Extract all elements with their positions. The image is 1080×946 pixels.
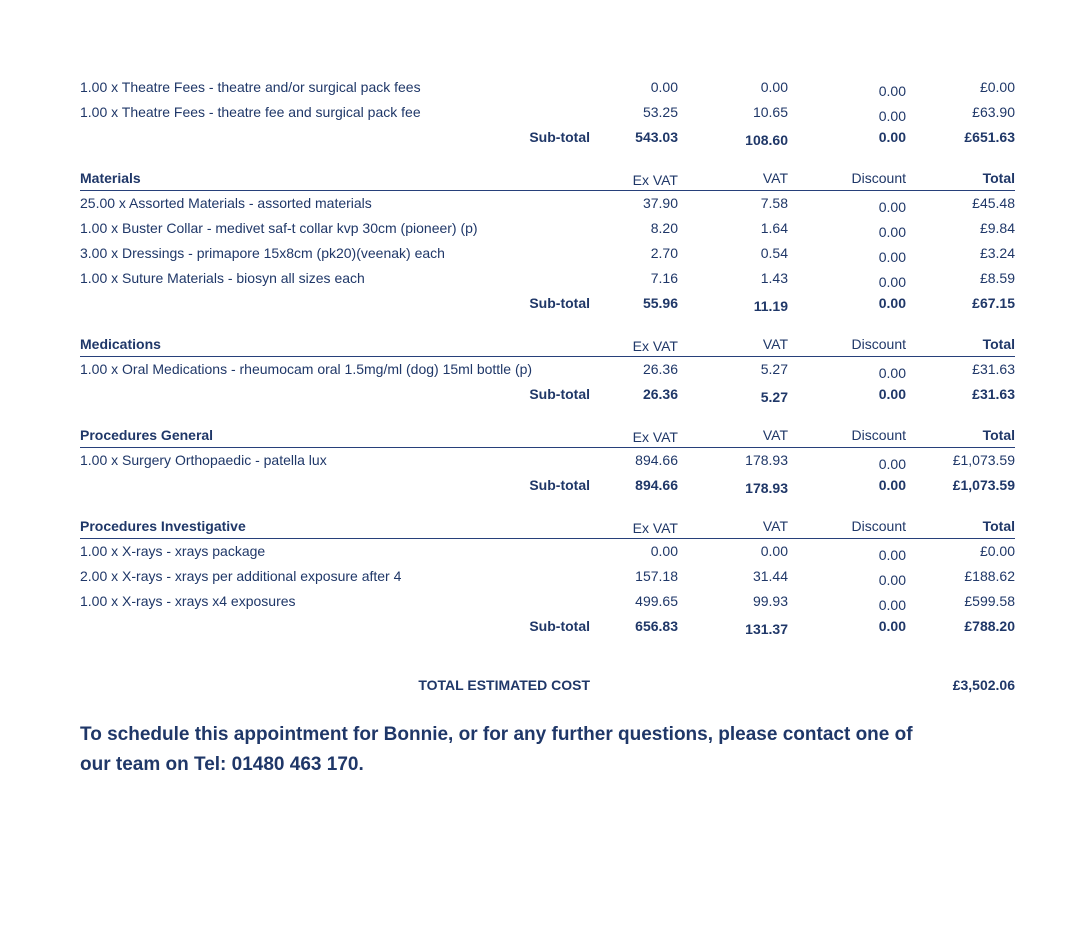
subtotal-discount: 0.00 xyxy=(878,618,906,634)
item-row xyxy=(80,216,1015,241)
item-row xyxy=(80,448,1015,473)
col-header-total: Total xyxy=(982,427,1015,443)
subtotal-ex-vat: 656.83 xyxy=(635,618,678,634)
subtotal-row xyxy=(80,614,1015,639)
col-header-vat: VAT xyxy=(762,427,788,443)
vat-value: 99.93 xyxy=(752,593,788,609)
subtotal-discount: 0.00 xyxy=(878,295,906,311)
discount-value: 0.00 xyxy=(878,597,906,613)
total-value: £1,073.59 xyxy=(952,452,1015,468)
item-description: 1.00 x X-rays - xrays x4 exposures xyxy=(80,593,296,609)
subtotal-discount: 0.00 xyxy=(878,386,906,402)
subtotal-vat: 131.37 xyxy=(745,621,788,637)
ex-vat-value: 37.90 xyxy=(642,195,678,211)
subtotal-label: Sub-total xyxy=(529,295,590,311)
total-value: £31.63 xyxy=(972,361,1015,377)
vat-value: 1.64 xyxy=(760,220,788,236)
col-header-discount: Discount xyxy=(851,518,906,534)
subtotal-ex-vat: 55.96 xyxy=(642,295,678,311)
total-value: £63.90 xyxy=(972,104,1015,120)
vat-value: 0.54 xyxy=(760,245,788,261)
section-header-row xyxy=(80,166,1015,191)
col-header-total: Total xyxy=(982,170,1015,186)
section-theatre-fees-continued xyxy=(80,75,1015,150)
vat-value: 7.58 xyxy=(760,195,788,211)
estimate-table xyxy=(80,75,1015,698)
col-header-ex-vat: Ex VAT xyxy=(632,338,678,354)
col-header-ex-vat: Ex VAT xyxy=(632,172,678,188)
subtotal-vat: 11.19 xyxy=(753,298,788,314)
item-description: 25.00 x Assorted Materials - assorted materials xyxy=(80,195,372,211)
total-value: £9.84 xyxy=(979,220,1015,236)
ex-vat-value: 894.66 xyxy=(635,452,678,468)
vat-value: 10.65 xyxy=(752,104,788,120)
item-description: 1.00 x Suture Materials - biosyn all sizes each xyxy=(80,270,365,286)
item-description: 3.00 x Dressings - primapore 15x8cm (pk20)(veenak) each xyxy=(80,245,445,261)
subtotal-vat: 5.27 xyxy=(760,389,788,405)
subtotal-total: £1,073.59 xyxy=(952,477,1015,493)
subtotal-row xyxy=(80,382,1015,407)
subtotal-discount: 0.00 xyxy=(878,129,906,145)
subtotal-row xyxy=(80,125,1015,150)
discount-value: 0.00 xyxy=(878,224,906,240)
section-procedures-general xyxy=(80,423,1015,498)
section-title: Materials xyxy=(80,170,141,186)
discount-value: 0.00 xyxy=(878,83,906,99)
item-row xyxy=(80,266,1015,291)
section-medications xyxy=(80,332,1015,407)
item-row xyxy=(80,100,1015,125)
ex-vat-value: 8.20 xyxy=(650,220,678,236)
col-header-ex-vat: Ex VAT xyxy=(632,429,678,445)
subtotal-ex-vat: 543.03 xyxy=(635,129,678,145)
subtotal-total: £788.20 xyxy=(964,618,1015,634)
subtotal-vat: 108.60 xyxy=(745,132,788,148)
vat-value: 0.00 xyxy=(760,79,788,95)
item-row xyxy=(80,75,1015,100)
item-row xyxy=(80,191,1015,216)
total-value: £188.62 xyxy=(964,568,1015,584)
total-value: £45.48 xyxy=(972,195,1015,211)
col-header-total: Total xyxy=(982,518,1015,534)
ex-vat-value: 26.36 xyxy=(642,361,678,377)
vat-value: 178.93 xyxy=(745,452,788,468)
total-value: £3.24 xyxy=(979,245,1015,261)
section-procedures-investigative xyxy=(80,514,1015,639)
subtotal-total: £67.15 xyxy=(972,295,1015,311)
vat-value: 5.27 xyxy=(760,361,788,377)
item-row xyxy=(80,241,1015,266)
ex-vat-value: 0.00 xyxy=(650,543,678,559)
item-row xyxy=(80,539,1015,564)
section-materials xyxy=(80,166,1015,316)
subtotal-label: Sub-total xyxy=(529,477,590,493)
ex-vat-value: 499.65 xyxy=(635,593,678,609)
ex-vat-value: 7.16 xyxy=(650,270,678,286)
grand-total-label: TOTAL ESTIMATED COST xyxy=(418,677,590,693)
subtotal-label: Sub-total xyxy=(529,386,590,402)
section-header-row xyxy=(80,332,1015,357)
section-header-row xyxy=(80,514,1015,539)
section-header-row xyxy=(80,423,1015,448)
subtotal-ex-vat: 26.36 xyxy=(642,386,678,402)
item-description: 1.00 x Oral Medications - rheumocam oral 1.5mg/ml (dog) 15ml bottle (p) xyxy=(80,361,533,377)
vat-value: 0.00 xyxy=(760,543,788,559)
section-title: Medications xyxy=(80,336,161,352)
subtotal-total: £31.63 xyxy=(972,386,1015,402)
item-row xyxy=(80,357,1015,382)
item-description: 1.00 x Buster Collar - medivet saf-t collar kvp 30cm (pioneer) (p) xyxy=(80,220,478,236)
subtotal-row xyxy=(80,473,1015,498)
subtotal-row xyxy=(80,291,1015,316)
grand-total-value: £3,502.06 xyxy=(952,677,1015,693)
discount-value: 0.00 xyxy=(878,572,906,588)
discount-value: 0.00 xyxy=(878,108,906,124)
footer-note: To schedule this appointment for Bonnie, or for any further questions, please contact one of our team on Tel: 01480 463 170. xyxy=(80,724,913,775)
section-title: Procedures General xyxy=(80,427,214,443)
subtotal-vat: 178.93 xyxy=(745,480,788,496)
section-title: Procedures Investigative xyxy=(80,518,246,534)
subtotal-discount: 0.00 xyxy=(878,477,906,493)
ex-vat-value: 0.00 xyxy=(650,79,678,95)
item-description: 1.00 x X-rays - xrays package xyxy=(80,543,266,559)
col-header-vat: VAT xyxy=(762,336,788,352)
col-header-total: Total xyxy=(982,336,1015,352)
total-value: £0.00 xyxy=(979,543,1015,559)
item-description: 1.00 x Surgery Orthopaedic - patella lux xyxy=(80,452,327,468)
col-header-vat: VAT xyxy=(762,518,788,534)
subtotal-total: £651.63 xyxy=(964,129,1015,145)
col-header-vat: VAT xyxy=(762,170,788,186)
item-description: 1.00 x Theatre Fees - theatre fee and surgical pack fee xyxy=(80,104,421,120)
discount-value: 0.00 xyxy=(878,199,906,215)
total-value: £599.58 xyxy=(964,593,1015,609)
discount-value: 0.00 xyxy=(878,456,906,472)
ex-vat-value: 2.70 xyxy=(650,245,678,261)
total-value: £0.00 xyxy=(979,79,1015,95)
total-value: £8.59 xyxy=(979,270,1015,286)
col-header-ex-vat: Ex VAT xyxy=(632,520,678,536)
col-header-discount: Discount xyxy=(851,336,906,352)
vat-value: 1.43 xyxy=(760,270,788,286)
subtotal-ex-vat: 894.66 xyxy=(635,477,678,493)
item-description: 2.00 x X-rays - xrays per additional exposure after 4 xyxy=(80,568,402,584)
discount-value: 0.00 xyxy=(878,274,906,290)
ex-vat-value: 53.25 xyxy=(642,104,678,120)
item-row xyxy=(80,564,1015,589)
vat-value: 31.44 xyxy=(752,568,788,584)
subtotal-label: Sub-total xyxy=(529,618,590,634)
item-description: 1.00 x Theatre Fees - theatre and/or surgical pack fees xyxy=(80,79,421,95)
grand-total-row xyxy=(80,673,1015,698)
col-header-discount: Discount xyxy=(851,427,906,443)
discount-value: 0.00 xyxy=(878,249,906,265)
ex-vat-value: 157.18 xyxy=(635,568,678,584)
subtotal-label: Sub-total xyxy=(529,129,590,145)
col-header-discount: Discount xyxy=(851,170,906,186)
discount-value: 0.00 xyxy=(878,547,906,563)
discount-value: 0.00 xyxy=(878,365,906,381)
item-row xyxy=(80,589,1015,614)
